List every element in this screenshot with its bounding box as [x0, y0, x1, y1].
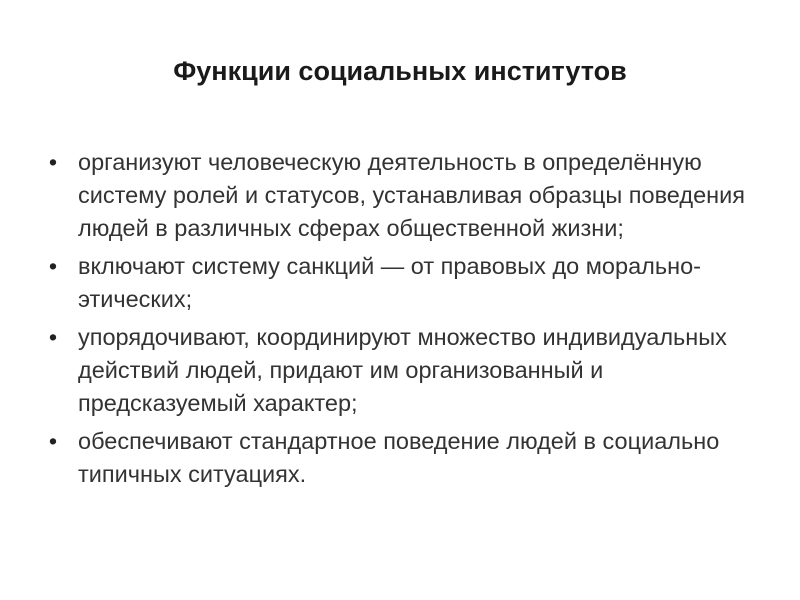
bullet-icon: •	[48, 428, 58, 454]
bullet-text: включают систему санкций — от правовых до морально-этических;	[78, 253, 701, 312]
bullet-text: организуют человеческую деятельность в определённую систему ролей и статусов, устанавливая образцы поведения людей в различных сферах общественной жизни;	[78, 149, 745, 241]
slide-title: Функции социальных институтов	[173, 56, 627, 86]
bullet-text: обеспечивают стандартное поведение людей в социально типичных ситуациях.	[78, 428, 720, 487]
bullet-icon: •	[48, 324, 58, 350]
list-item	[46, 321, 746, 420]
bullet-icon: •	[48, 149, 58, 175]
bullet-text: упорядочивают, координируют множество индивидуальных действий людей, придают им организованный и предсказуемый характер;	[78, 324, 727, 416]
list-item	[46, 146, 746, 245]
list-item	[46, 425, 746, 491]
bullet-list	[46, 146, 746, 496]
bullet-icon: •	[48, 253, 58, 279]
list-item	[46, 250, 746, 316]
